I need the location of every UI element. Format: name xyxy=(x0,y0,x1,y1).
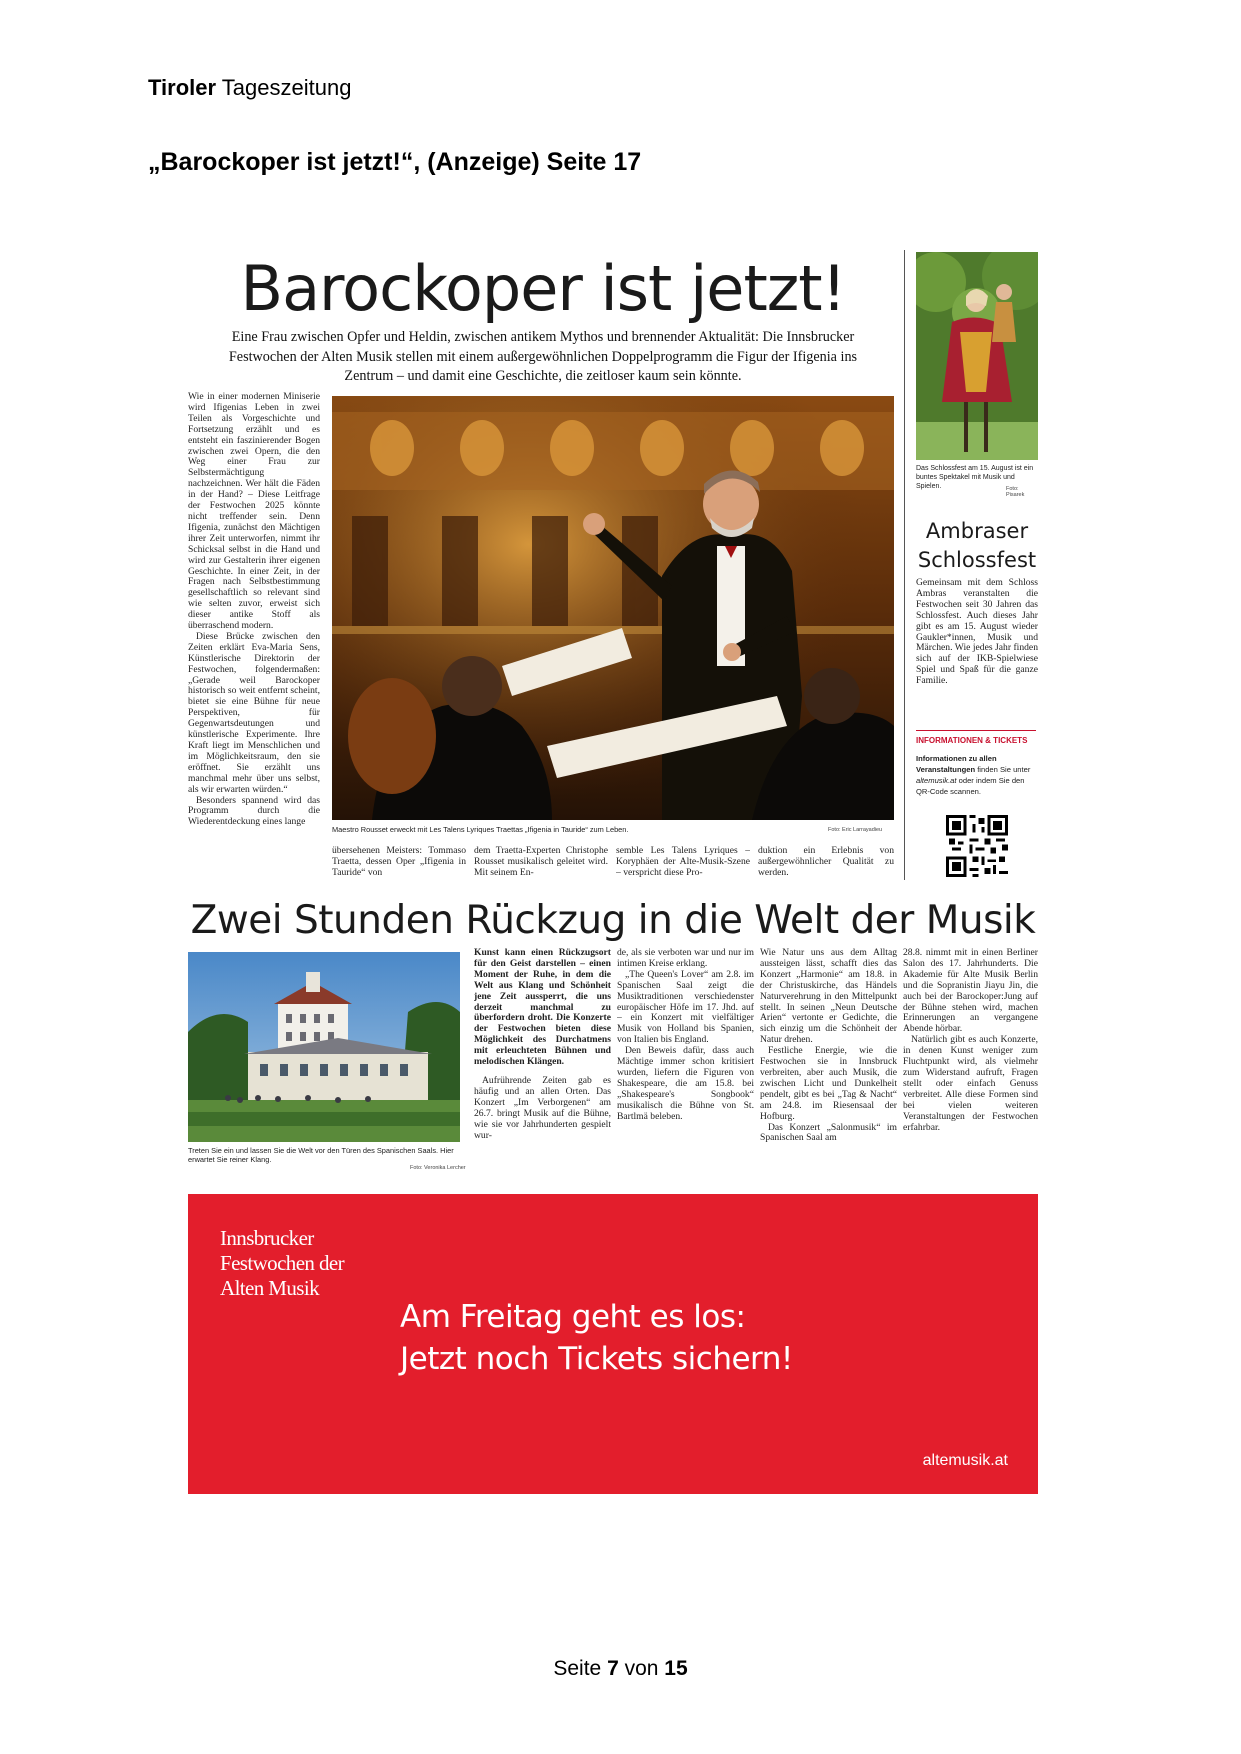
sidebar-text: Gemeinsam mit dem Schloss Ambras veranstalten die Festwochen seit 30 Jahren das Schlossfest. Auch dieses Jahr gibt es am 15. August wieder Gaukler*innen, Musik und Märchen. Wie jedes Jahr finden sich auf der IKB-Spielwiese Spiel und Spaß für die ganze Familie. xyxy=(916,578,1038,687)
article-lead: Eine Frau zwischen Opfer und Heldin, zwischen antikem Mythos und brennender Aktualität: Die Innsbrucker Festwochen der Alten Musik stellen mit einem außergewöhnlichen Doppelprogramm die Figur der Ifigenia ins Zentrum – und damit eine Geschichte, die zeitloser kaum sein könnte. xyxy=(228,329,858,384)
column-divider xyxy=(904,250,905,880)
conductor-photo-credit: Foto: Eric Larrayadieu xyxy=(828,827,883,833)
schlossfest-photo xyxy=(916,252,1038,460)
page-number: Seite 7 von 15 xyxy=(553,1657,688,1680)
sidebar-headline: Ambraser Schlossfest xyxy=(917,519,1037,572)
schlossfest-photo-credit: Foto: Pisarek xyxy=(1006,486,1025,498)
document-title: „Barockoper ist jetzt!“, (Anzeige) Seite 17 xyxy=(148,148,642,176)
ticket-advertisement[interactable] xyxy=(188,1194,1038,1494)
article2-column-1: Kunst kann einen Rückzugsort für den Geist darstellen – einen Moment der Ruhe, in dem die Welt aus Klang und Schönheit jene Zeit aussperrt, die uns derzeit manchmal zu überfordern droht. Die Konzerte der Festwochen bieten diese Möglichkeit des Durchatmens mit erleuchteten Bühnen und melodischen Klängen. Aufrührende Zeiten gab es häufig und an allen Orten. Das Konzert „Im Verborgenen“ am 26.7. bringt Musik auf die Bühne, wie sie vor Jahrhunderten gespielt wur- xyxy=(474,948,611,1141)
info-divider xyxy=(916,730,1036,731)
festival-logo: Innsbrucker Festwochen der Alten Musik xyxy=(220,1226,344,1300)
article-column-2: übersehenen Meisters: Tommaso Traetta, dessen Oper „Ifigenia in Tauride“ von xyxy=(332,846,466,878)
info-url[interactable]: altemusik.at xyxy=(916,776,957,785)
article-column-5: duktion ein Erlebnis von außergewöhnlicher Qualität zu werden. xyxy=(758,846,894,878)
publication-name: Tiroler Tageszeitung xyxy=(148,75,352,100)
castle-photo-caption: Treten Sie ein und lassen Sie die Welt vor den Türen des Spanischen Saals. Hier erwartet Sie reiner Klang. xyxy=(188,1146,454,1164)
castle-photo xyxy=(188,952,460,1142)
qr-code-icon[interactable] xyxy=(946,815,1008,877)
article-headline: Barockoper ist jetzt! xyxy=(240,252,846,325)
ad-message: Am Freitag geht es los: Jetzt noch Tickets sichern! xyxy=(400,1299,793,1377)
schlossfest-photo-caption: Das Schlossfest am 15. August ist ein buntes Spektakel mit Musik und Spielen. xyxy=(916,465,1034,490)
article-column-1: Wie in einer modernen Miniserie wird Ifigenias Leben in zwei Teilen als Vorgeschichte und Fortsetzung erzählt und es entsteht ein faszinierender Bogen zwischen zwei Opern, die den Weg einer Frau zur Selbstermächtigung nachzeichnen. Wer hält die Fäden in der Hand? – Diese Leitfrage der Festwochen 2025 könnte nicht treffender sein. Denn Ifigenia, zunächst den Mächtigen ihrer Zeit unterworfen, nimmt ihr Schicksal selbst in die Hand und wird zur Gestalterin ihrer eigenen Geschichte. In einer Zeit, in der Fragen nach Selbstbestimmung gesellschaftlich so relevant sind wie selten zuvor, erweist sich dieser antike Stoff als überraschend modern. Diese Brücke zwischen den Zeiten erklärt Eva-Maria Sens, Künstlerische Direktorin der Festwochen, folgendermaßen: „Gerade weil Barockoper historisch so weit entfernt scheint, bietet sie eine Bühne für neue Perspektiven, für Gegenwartsdeutungen und künstlerische Experimente. Ihre Kraft liegt im Menschlichen und im Möglichkeitsraum, den sie eröffnet. Sie erzählt uns manchmal mehr über uns selbst, als wir erwarten würden.“ Besonders spannend wird das Programm durch die Wiederentdeckung eines lange xyxy=(188,392,320,828)
article-column-4: semble Les Talens Lyriques – Koryphäen der Alte-Musik-Szene – verspricht diese Pro- xyxy=(616,846,750,878)
article2-column-4: 28.8. nimmt mit in einen Berliner Salon des 17. Jahrhunderts. Die Akademie für Alte Musik Berlin und die Sopranistin Jiayu Jin, die auch bei der Barockoper:Jung auf der Bühne stehen wird, machen Erinnerungen an vergangene Abende hörbar. Natürlich gibt es auch Konzerte, in denen Kunst weniger zum Fluchtpunkt wird, als vielmehr zum Widerstand aufruft, Fragen stellt oder einfach Genuss verbreitet. Alle diese Formen sind bei vielen weiteren Veranstaltungen der Festwochen erfahrbar. xyxy=(903,948,1038,1133)
newspaper-clipping xyxy=(188,250,1038,1492)
article2-headline: Zwei Stunden Rückzug in die Welt der Musik xyxy=(190,898,1036,943)
conductor-photo-caption: Maestro Rousset erweckt mit Les Talens Lyriques Traettas „Ifigenia in Tauride“ zum Leben. xyxy=(332,825,629,834)
article2-column-3: Wie Natur uns aus dem Alltag aussteigen lässt, schafft dies das Konzert „Harmonie“ am 18.8. in der Christuskirche, das Händels Naturverehrung in den Mittelpunkt stellt. In seinen „Neun Deutsche Arien“ vertonte er Gedichte, die sich einzig um die Schönheit der Natur drehen. Festliche Energie, wie die Festwochen sie in Innsbruck verbreiten, aber auch Musik, die zwischen Licht und Dunkelheit pendelt, gibt es bei „Tag & Nacht“ am 24.8. im Riesensaal der Hofburg. Das Konzert „Salonmusik“ im Spanischen Saal am xyxy=(760,948,897,1144)
castle-photo-credit: Foto: Veronika Lercher xyxy=(410,1165,466,1171)
conductor-photo xyxy=(332,396,894,820)
article-column-3: dem Traetta-Experten Christophe Rousset musikalisch geleitet wird. Mit seinem En- xyxy=(474,846,608,878)
info-heading: INFORMATIONEN & TICKETS xyxy=(916,736,1028,745)
article2-column-2: de, als sie verboten war und nur im intimen Kreise erklang. „The Queen's Lover“ am 2.8. im Spanischen Saal zeigt die Musiktraditionen verschiedenster europäischer Höfe im 17. Jhd. auf – ein Konzert mit vielfältiger Musik von Holland bis Spanien, von Italien bis England. Den Beweis dafür, dass auch Mächtige immer schon kritisiert wurden, liefern die Figuren von Shakespeare, die am 15.8. bei „Shakespeare's Songbook“ musikalisch die Bühne von St. Bartlmä beleben. xyxy=(617,948,754,1122)
ad-url-link[interactable]: altemusik.at xyxy=(922,1452,1008,1469)
info-text: Informationen zu allen Veranstaltungen finden Sie unter altemusik.at oder indem Sie den QR-Code scannen. xyxy=(916,754,1031,796)
